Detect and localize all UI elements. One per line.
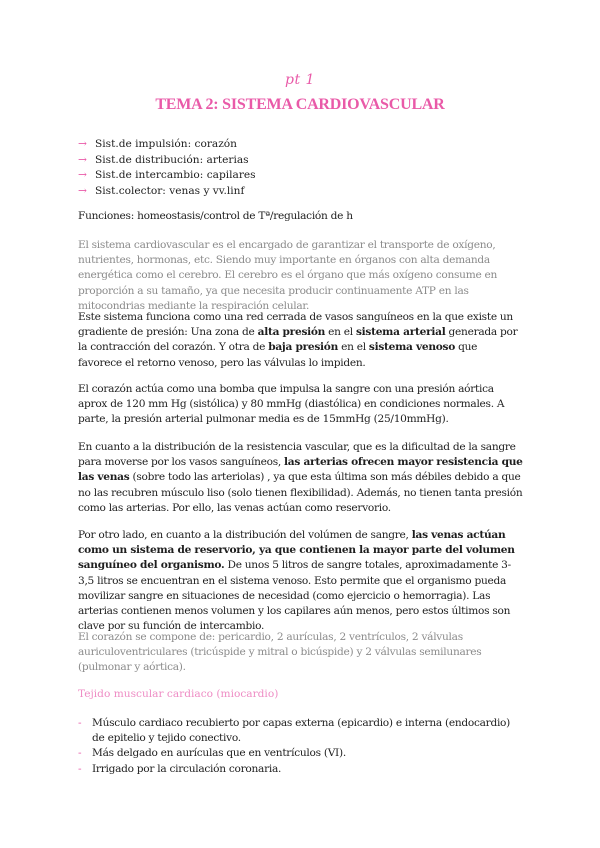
functions-line: Funciones: homeostasis/control de Tª/regulación de h — [78, 210, 353, 222]
intro-paragraph: El sistema cardiovascular es el encargado de garantizar el transporte de oxígeno, nutrientes, hormonas, etc. Siendo muy importante en órganos con alta demanda energética como el cerebro. El cerebro es el órgano que más oxígeno consume en proporción a su tamaño, ya que necesita producir continuamente ATP en las mitocondrias mediante la respiración celular. — [78, 239, 498, 312]
list-item: → Sist.de impulsión: corazón — [78, 137, 256, 153]
dash-bullet-icon: - — [78, 717, 82, 729]
blood-volume-paragraph: Por otro lado, en cuanto a la distribución del volúmen de sangre, las venas actúan como un sistema de reservorio, ya que contienen la mayor parte del volumen sanguíneo del organismo. De unos 5 litros de sangre totales, aproximadamente 3-3,5 litros se encuentran en el sistema venoso. Esto permite que el organismo pueda movilizar sangre en situaciones de necesidad (como ejercicio o hemorragia). Las arterias contienen menos volumen y los capilares aún menos, pero estos últimos son clave por su función de intercambio. — [78, 529, 515, 633]
arrow-icon: → — [78, 169, 87, 181]
dash-bullet-icon: - — [78, 747, 82, 760]
list-item: - Irrigado por la circulación coronaria. — [78, 762, 524, 777]
list-item: → Sist.de intercambio: capilares — [78, 168, 256, 184]
handwritten-note: pt 1 — [285, 72, 315, 88]
page-title: TEMA 2: SISTEMA CARDIOVASCULAR — [155, 96, 445, 113]
arrow-icon: → — [78, 153, 87, 166]
list-item: - Más delgado en aurículas que en ventrículos (VI). — [78, 746, 524, 761]
vascular-resistance-paragraph: En cuanto a la distribución de la resistencia vascular, que es la dificultad de la sangre para moverse por los vasos sanguíneos, las arterias ofrecen mayor resistencia que las venas (sobre todo las arteriolas) , ya que esta última son más débiles debido a que no las recubren músculo liso (solo tienen flexibilidad). Además, no tienen tanta presión como las arterias. Por ello, las venas actúan como reservorio. — [78, 441, 523, 514]
list-item: → Sist.de distribución: arterias — [78, 153, 256, 169]
section-subtitle: Tejido muscular cardiaco (miocardio) — [78, 688, 279, 700]
heart-pump-paragraph: El corazón actúa como una bomba que impulsa la sangre con una presión aórtica aprox de 120 mm Hg (sistólica) y 80 mmHg (diastólica) en condiciones normales. A parte, la presión arterial pulmonar media es de 15mmHg (25/10mmHg). — [78, 383, 505, 426]
heart-structure-paragraph: El corazón se compone de: pericardio, 2 aurículas, 2 ventrículos, 2 válvulas auriculoventriculares (tricúspide y mitral o bicúspide) y 2 válvulas semilunares (pulmonar y aórtica). — [78, 631, 482, 674]
list-item: → Sist.colector: venas y vv.linf — [78, 184, 256, 200]
arrow-icon: → — [78, 184, 87, 197]
arrow-icon: → — [78, 138, 87, 150]
muscle-points-list — [78, 716, 524, 777]
pressure-gradient-paragraph: Este sistema funciona como una red cerrada de vasos sanguíneos en la que existe un gradiente de presión: Una zona de alta presión en el sistema arterial generada por la contracción del corazón. Y otra de baja presión en el sistema venoso que favorece el retorno venoso, pero las válvulas lo impiden. — [78, 311, 518, 369]
dash-bullet-icon: - — [78, 762, 82, 775]
list-item: - Músculo cardiaco recubierto por capas externa (epicardio) e interna (endocardio) de epitelio y tejido conectivo. — [78, 717, 511, 745]
systems-list — [78, 137, 256, 199]
